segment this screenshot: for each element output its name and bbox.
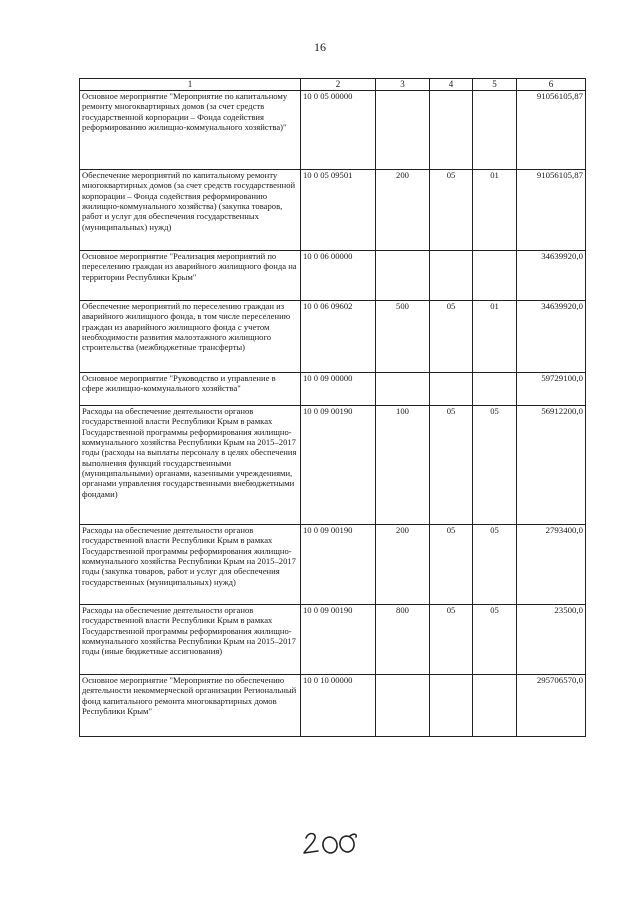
row-col3: 800 (376, 605, 430, 675)
row-name: Расходы на обеспечение деятельности органов государственной власти Республики Крым в рамках Государственной программы реформирования жилищно-коммунального хозяйства Республики Крым на 2015–2017 годы (иные бюджетные ассигнования) (80, 605, 301, 675)
table-row (80, 170, 586, 251)
row-col5 (473, 373, 517, 406)
row-col5 (473, 91, 517, 170)
column-header-1: 1 (80, 79, 301, 91)
row-col3 (376, 251, 430, 301)
table-row (80, 251, 586, 301)
column-header-5: 5 (473, 79, 517, 91)
row-col3: 200 (376, 170, 430, 251)
row-name: Расходы на обеспечение деятельности органов государственной власти Республики Крым в рамках Государственной программы реформирования жилищно-коммунального хозяйства Республики Крым на 2015–2017 годы (закупка товаров, работ и услуг для обеспечения государственных (муниципальных) нужд) (80, 525, 301, 605)
header-row (80, 79, 586, 91)
table-row (80, 605, 586, 675)
row-name: Расходы на обеспечение деятельности органов государственной власти Республики Крым в рамках Государственной программы реформирования жилищно-коммунального хозяйства Республики Крым на 2015–2017 годы (расходы на выплаты персоналу в целях обеспечения выполнения функций государственными (муниципальными) органами, казенными учреждениями, органами управления государственными внебюджетными фондами) (80, 406, 301, 525)
row-amount: 23500,0 (517, 605, 586, 675)
row-name: Обеспечение мероприятий по капитальному ремонту многоквартирных домов (за счет средств государственной корпорации – Фонда содействия реформированию жилищно-коммунального хозяйства) (закупка товаров, работ и услуг для обеспечения государственных (муниципальных) нужд) (80, 170, 301, 251)
row-col4: 05 (430, 406, 473, 525)
row-col5 (473, 251, 517, 301)
row-col5: 01 (473, 170, 517, 251)
row-amount: 2793400,0 (517, 525, 586, 605)
column-header-3: 3 (376, 79, 430, 91)
row-amount: 295706570,0 (517, 675, 586, 737)
row-col3: 500 (376, 301, 430, 373)
row-col4: 05 (430, 170, 473, 251)
row-col3: 200 (376, 525, 430, 605)
row-name: Основное мероприятие "Руководство и управление в сфере жилищно-коммунального хозяйства" (80, 373, 301, 406)
column-header-2: 2 (301, 79, 376, 91)
row-col4 (430, 91, 473, 170)
row-name: Основное мероприятие "Реализация мероприятий по переселению граждан из аварийного жилищного фонда на территории Республики Крым" (80, 251, 301, 301)
column-header-6: 6 (517, 79, 586, 91)
row-code: 10 0 09 00190 (301, 605, 376, 675)
row-col3: 100 (376, 406, 430, 525)
budget-table (79, 78, 586, 737)
row-name: Обеспечение мероприятий по переселению граждан из аварийного жилищного фонда, в том числе переселению граждан из аварийного жилищного фонда с учетом необходимости развития малоэтажного жилищного строительства (межбюджетные трансферты) (80, 301, 301, 373)
handwritten-page-mark (300, 828, 360, 858)
table-row (80, 91, 586, 170)
row-col5: 01 (473, 301, 517, 373)
row-name: Основное мероприятие "Мероприятие по капитальному ремонту многоквартирных домов (за счет средств государственной корпорации – Фонда содействия реформированию жилищно-коммунального хозяйства)" (80, 91, 301, 170)
table-row (80, 406, 586, 525)
row-amount: 91056105,87 (517, 91, 586, 170)
row-code: 10 0 09 00000 (301, 373, 376, 406)
row-code: 10 0 05 00000 (301, 91, 376, 170)
row-col5: 05 (473, 406, 517, 525)
row-amount: 91056105,87 (517, 170, 586, 251)
row-code: 10 0 06 09602 (301, 301, 376, 373)
row-col4: 05 (430, 301, 473, 373)
row-col4 (430, 251, 473, 301)
row-col4: 05 (430, 525, 473, 605)
row-col3 (376, 675, 430, 737)
row-code: 10 0 05 09501 (301, 170, 376, 251)
row-col4: 05 (430, 605, 473, 675)
row-col5 (473, 675, 517, 737)
table-row (80, 301, 586, 373)
row-code: 10 0 09 00190 (301, 525, 376, 605)
row-code: 10 0 06 00000 (301, 251, 376, 301)
page-number: 16 (314, 40, 326, 54)
row-amount: 34639920,0 (517, 251, 586, 301)
table-row (80, 675, 586, 737)
row-col4 (430, 675, 473, 737)
row-amount: 34639920,0 (517, 301, 586, 373)
row-amount: 56912200,0 (517, 406, 586, 525)
row-col3 (376, 91, 430, 170)
row-code: 10 0 10 00000 (301, 675, 376, 737)
row-amount: 59729100,0 (517, 373, 586, 406)
row-col3 (376, 373, 430, 406)
table-row (80, 373, 586, 406)
row-col5: 05 (473, 525, 517, 605)
row-col4 (430, 373, 473, 406)
row-code: 10 0 09 00190 (301, 406, 376, 525)
row-name: Основное мероприятие "Мероприятие по обеспечению деятельности некоммерческой организации Региональный фонд капитального ремонта многоквартирных домов Республики Крым" (80, 675, 301, 737)
row-col5: 05 (473, 605, 517, 675)
table-row (80, 525, 586, 605)
column-header-4: 4 (430, 79, 473, 91)
